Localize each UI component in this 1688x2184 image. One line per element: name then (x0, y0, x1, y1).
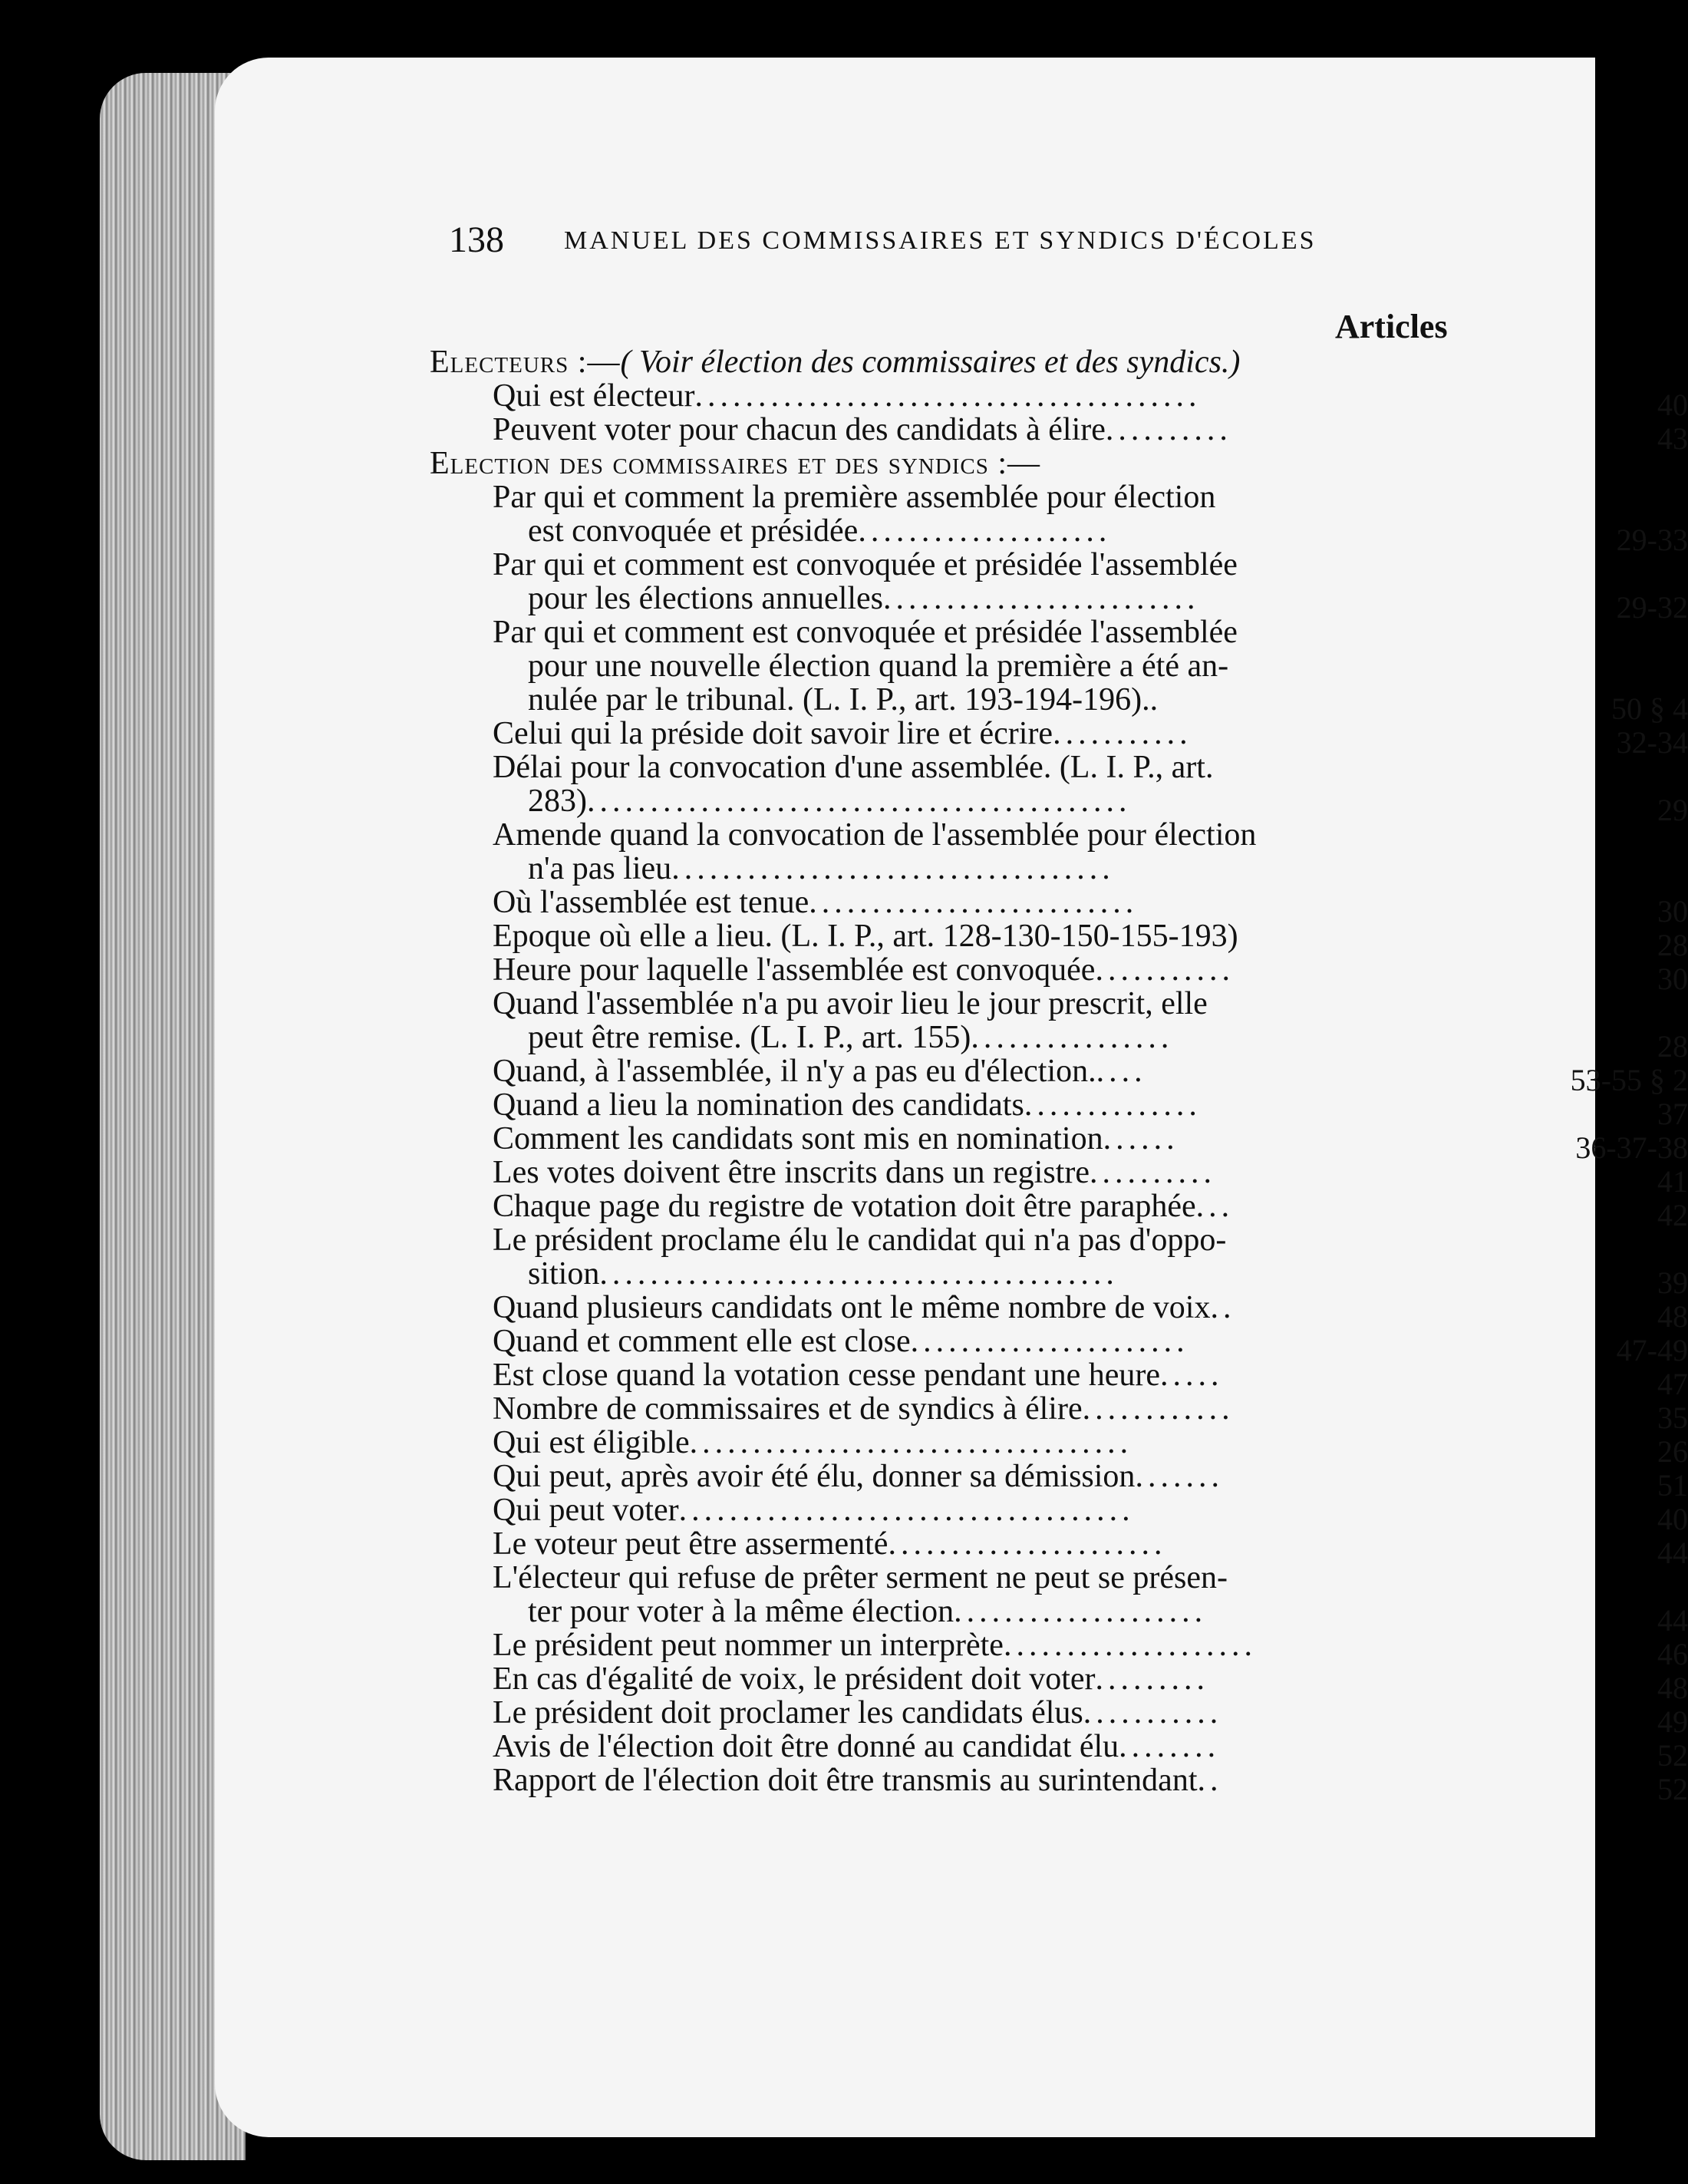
index-entry (430, 1290, 1688, 1334)
index-entry-text: Electeurs :— (430, 345, 621, 380)
article-reference: 51 (1657, 1468, 1688, 1503)
article-reference: 47 (1657, 1367, 1688, 1401)
index-entry-text: En cas d'égalité de voix, le président doit voter (493, 1661, 1096, 1697)
dot-leader: ...................... (888, 1526, 1167, 1562)
index-entry-text: n'a pas lieu (528, 851, 672, 886)
article-reference: 37 (1657, 1097, 1688, 1131)
dot-leader: .......................... (809, 885, 1139, 920)
dot-leader: ........... (1083, 1695, 1223, 1730)
index-entry-text: Le voteur peut être assermenté (493, 1526, 889, 1562)
index-entry (430, 751, 1688, 784)
article-reference: 29 (1657, 793, 1688, 827)
index-entry-text: Peuvent voter pour chacun des candidats à élire (493, 412, 1106, 447)
dot-leader: ........... (1053, 716, 1192, 751)
article-reference: 46 (1657, 1637, 1688, 1671)
dot-leader: ........................................... (587, 784, 1132, 819)
article-reference: 26 (1657, 1434, 1688, 1469)
page-number: 138 (449, 219, 504, 260)
dot-leader: .. (1197, 1763, 1223, 1798)
index-entry-note: ( Voir élection des commissaires et des syndics.) (620, 345, 1241, 380)
index-entry-text: Quand plusieurs candidats ont le même nombre de voix (493, 1290, 1211, 1325)
dot-leader: ...... (1103, 1121, 1179, 1156)
index-entry-text: Les votes doivent être inscrits dans un registre (493, 1155, 1090, 1190)
index-entry-text: pour les élections annuelles (528, 581, 884, 616)
index-entry (430, 447, 1688, 480)
dot-leader: .... (1096, 1054, 1147, 1089)
index-entry-text: Rapport de l'élection doit être transmis au surintendant (493, 1763, 1198, 1798)
index-entry-text: est convoquée et présidée (528, 513, 859, 549)
index-entry-text: Le président doit proclamer les candidats élus (493, 1695, 1083, 1730)
index-entry-text: Le président peut nommer un interprète (493, 1628, 1004, 1663)
dot-leader: ...................... (910, 1324, 1189, 1359)
dot-leader: ............ (1082, 1391, 1235, 1427)
index-entry (430, 1121, 1688, 1165)
article-reference: 40 (1657, 388, 1688, 422)
index-entry (430, 987, 1688, 1021)
index-entry-text: ter pour voter à la même élection (528, 1594, 954, 1629)
dot-leader: ........................................ (694, 378, 1202, 414)
index-entry-text: nulée par le tribunal. (L. I. P., art. 193-194-196).. (528, 682, 1159, 718)
index-entry (430, 1729, 1688, 1773)
index-entry (430, 581, 1688, 625)
index-entry (430, 1695, 1688, 1739)
dot-leader: ....... (1135, 1459, 1224, 1494)
index-entry-text: peut être remise. (L. I. P., art. 155) (528, 1020, 971, 1055)
index-entry-text: Par qui et comment est convoquée et présidée l'assemblée (493, 547, 1238, 582)
index-entry-text: Chaque page du registre de votation doit être paraphée (493, 1189, 1196, 1224)
index-entry (430, 1087, 1688, 1131)
dot-leader: ................................... (671, 851, 1115, 886)
index-entry-text: Délai pour la convocation d'une assemblée. (L. I. P., art. (493, 750, 1214, 785)
article-reference: 32-34 (1616, 725, 1688, 760)
article-reference: 28 (1657, 928, 1688, 962)
dot-leader: ................................... (689, 1425, 1133, 1460)
dot-leader: .................................... (678, 1493, 1135, 1528)
index-entry (430, 852, 1688, 886)
dot-leader: ......... (1095, 1661, 1209, 1697)
index-entry-text: 283) (528, 784, 587, 819)
article-reference: 30 (1657, 894, 1688, 929)
article-reference: 44 (1657, 1603, 1688, 1638)
dot-leader: ..... (1160, 1358, 1224, 1393)
running-head (449, 219, 1577, 272)
index-entry (430, 1459, 1688, 1503)
article-reference: 50 § 4 (1611, 691, 1688, 726)
article-reference: 39 (1657, 1265, 1688, 1300)
article-reference: 47-49 (1616, 1333, 1688, 1367)
index-entry-text: Où l'assemblée est tenue (493, 885, 809, 920)
index-entry-text: Nombre de commissaires et de syndics à élire (493, 1391, 1083, 1427)
index-entry (430, 1223, 1688, 1257)
articles-column-label: Articles (1335, 308, 1448, 345)
index-entry-text: Avis de l'élection doit être donné au candidat élu (493, 1729, 1119, 1764)
index-entry-text: Epoque où elle a lieu. (L. I. P., art. 128-130-150-155-193) (493, 919, 1238, 954)
article-reference: 41 (1657, 1164, 1688, 1199)
index-entry (430, 1054, 1688, 1097)
article-reference: 48 (1657, 1299, 1688, 1334)
index-entry-text: Quand et comment elle est close (493, 1324, 911, 1359)
index-entry (430, 480, 1688, 514)
index-entry (430, 919, 1688, 962)
book-page (215, 58, 1688, 2137)
index-entry-text: Qui est électeur (493, 378, 695, 414)
index-entry-text: Qui peut voter (493, 1493, 679, 1528)
dot-leader: ......................................... (599, 1256, 1119, 1292)
index-entry (430, 345, 1688, 379)
index-entry-text: Par qui et comment est convoquée et présidée l'assemblée (493, 615, 1238, 650)
article-reference: 48 (1657, 1671, 1688, 1705)
article-reference: 43 (1657, 421, 1688, 456)
index-entry (430, 548, 1688, 582)
index-entry-text: Election des commissaires et des syndics :— (430, 446, 1040, 481)
index-entry-text: Qui peut, après avoir été élu, donner sa démission (493, 1459, 1136, 1494)
article-reference: 30 (1657, 962, 1688, 996)
index-entry (430, 615, 1688, 649)
article-reference: 42 (1657, 1198, 1688, 1232)
index-entry-text: Le président proclame élu le candidat qui n'a pas d'oppo- (493, 1222, 1227, 1258)
article-reference: 36-37-38 (1575, 1130, 1688, 1165)
article-reference: 52 (1657, 1772, 1688, 1806)
index-entry (430, 1358, 1688, 1401)
dot-leader: ........ (1119, 1729, 1221, 1764)
index-entry (430, 682, 1688, 726)
index-entry-text: Celui qui la préside doit savoir lire et écrire (493, 716, 1053, 751)
article-reference: 35 (1657, 1400, 1688, 1435)
index-entry-text: sition (528, 1256, 600, 1292)
index-entry (430, 1628, 1688, 1671)
index-entry (430, 818, 1688, 852)
index-entry (430, 1561, 1688, 1595)
index-entry (430, 1594, 1688, 1638)
index-entry (430, 649, 1688, 683)
dot-leader: ... (1195, 1189, 1235, 1224)
dot-leader: .................... (1003, 1628, 1257, 1663)
article-reference: 28 (1657, 1029, 1688, 1064)
article-reference: 44 (1657, 1536, 1688, 1570)
index-entry (430, 1256, 1688, 1300)
dot-leader: .................... (954, 1594, 1208, 1629)
index-entry (430, 378, 1688, 422)
index-entry (430, 1020, 1688, 1064)
dot-leader: .................... (858, 513, 1112, 549)
dot-leader: .............. (1024, 1087, 1202, 1123)
article-reference: 29-32 (1616, 590, 1688, 625)
index-entry-text: Quand, à l'assemblée, il n'y a pas eu d'élection. (493, 1054, 1096, 1089)
dot-leader: .......... (1089, 1155, 1216, 1190)
index-entry-text: pour une nouvelle élection quand la première a été an- (528, 648, 1229, 684)
index-entry-text: Heure pour laquelle l'assemblée est convoquée (493, 952, 1096, 988)
index-entry (430, 885, 1688, 929)
index-entry (430, 1526, 1688, 1570)
article-reference: 52 (1657, 1738, 1688, 1773)
index-entry-text: Amende quand la convocation de l'assemblée pour élection (493, 817, 1257, 853)
index-entry (430, 784, 1688, 827)
index-entry (430, 1661, 1688, 1705)
index-entry (430, 1391, 1688, 1435)
dot-leader: .......... (1105, 412, 1232, 447)
index-entry-text: Par qui et comment la première assemblée pour élection (493, 480, 1216, 515)
index-entry (430, 1425, 1688, 1469)
running-title: MANUEL DES COMMISSAIRES ET SYNDICS D'ÉCOLES (564, 226, 1317, 255)
article-reference: 49 (1657, 1704, 1688, 1739)
dot-leader: ......................... (883, 581, 1200, 616)
article-reference: 40 (1657, 1502, 1688, 1536)
dot-leader: ........... (1095, 952, 1235, 988)
dot-leader: .. (1210, 1290, 1236, 1325)
index-entry-text: Qui est éligible (493, 1425, 690, 1460)
index-entry (430, 1493, 1688, 1536)
index-entry-text: Est close quand la votation cesse pendant une heure (493, 1358, 1161, 1393)
index-entry (430, 952, 1688, 996)
index-list (430, 345, 1688, 1806)
article-reference: 29-33 (1616, 523, 1688, 557)
article-reference: 53-55 § 2 (1570, 1063, 1688, 1097)
index-entry (430, 1155, 1688, 1199)
index-entry-text: Comment les candidats sont mis en nomination (493, 1121, 1103, 1156)
index-entry (430, 513, 1688, 557)
index-entry-text: L'électeur qui refuse de prêter serment ne peut se présen- (493, 1560, 1228, 1595)
index-entry-text: Quand l'assemblée n'a pu avoir lieu le jour prescrit, elle (493, 986, 1208, 1021)
index-entry (430, 1189, 1688, 1232)
index-entry-text: Quand a lieu la nomination des candidats (493, 1087, 1024, 1123)
dot-leader: ................ (971, 1020, 1174, 1055)
index-entry (430, 1324, 1688, 1367)
index-entry (430, 716, 1688, 760)
index-entry (430, 1763, 1688, 1806)
index-entry (430, 412, 1688, 456)
